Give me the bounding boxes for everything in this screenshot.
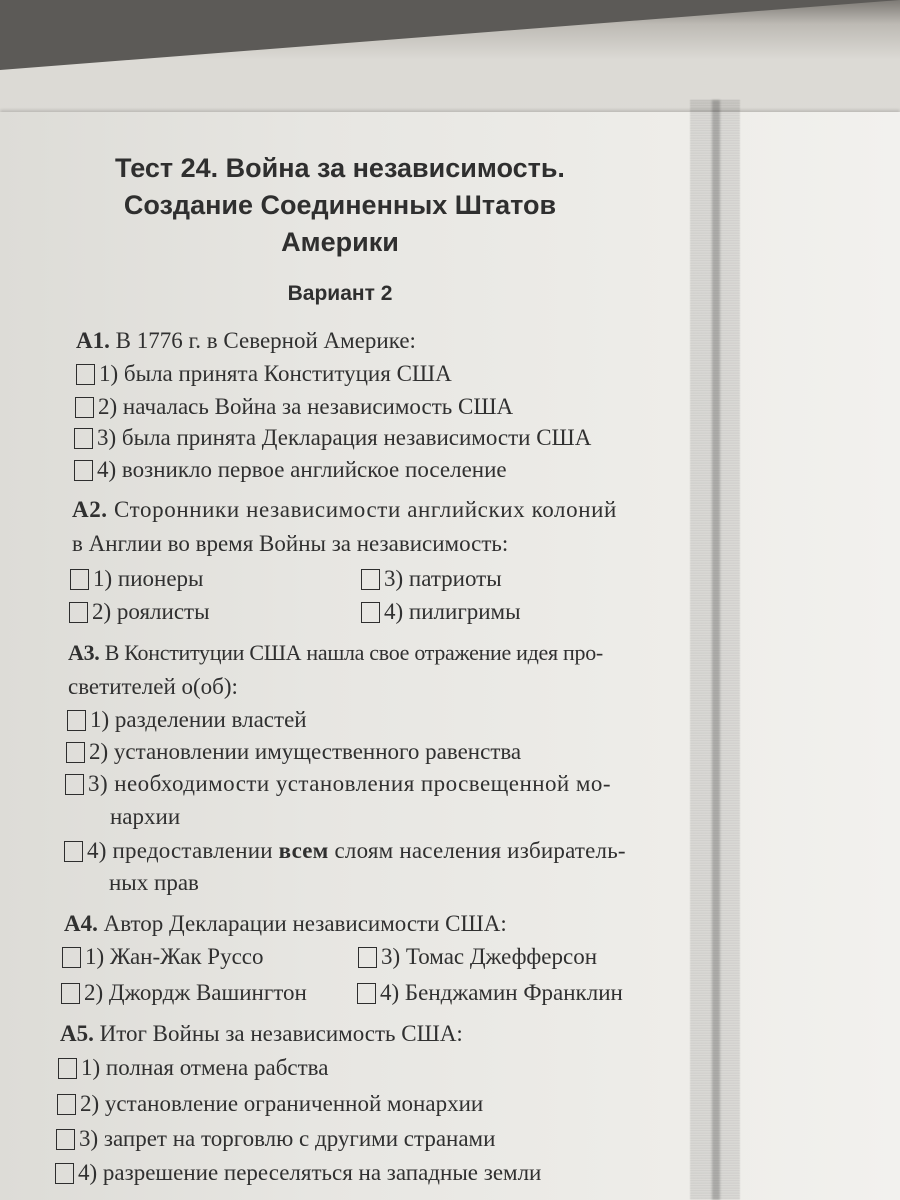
question-a2-line2: в Англии во время Войны за независимость: [72, 531, 509, 556]
checkbox[interactable] [61, 983, 80, 1004]
option-label: 3) патриоты [384, 566, 502, 591]
option-label: 2) установлении имущественного равенства [89, 739, 522, 764]
question-a4-text: Автор Декларации независимости США: [103, 911, 507, 936]
option-a1-2[interactable] [75, 394, 513, 420]
option-a2-2[interactable] [69, 599, 210, 625]
option-label: 2) установление ограниченной монархии [80, 1091, 484, 1116]
option-label: 4) пилигримы [384, 599, 521, 624]
option-label: 3) Томас Джефферсон [381, 944, 598, 969]
option-label-rest: слоям населения избиратель- [334, 838, 626, 863]
option-a2-4[interactable] [361, 599, 521, 625]
option-a1-1[interactable] [76, 361, 452, 387]
checkbox[interactable] [70, 569, 89, 590]
question-a2 [72, 497, 617, 523]
option-a1-3[interactable] [74, 425, 591, 451]
question-a3-number: А3. [68, 640, 100, 665]
question-a3-text: В Конституции США нашла свое отражение идея про- [104, 640, 603, 665]
checkbox[interactable] [64, 841, 83, 862]
question-a4 [64, 911, 507, 937]
question-a3-line2: светителей о(об): [68, 674, 238, 699]
checkbox[interactable] [55, 1163, 74, 1184]
checkbox[interactable] [66, 742, 85, 763]
checkbox[interactable] [76, 364, 95, 385]
option-a1-4[interactable] [74, 457, 507, 483]
option-a5-4[interactable] [55, 1160, 541, 1186]
checkbox[interactable] [62, 947, 81, 968]
option-emphasis: всем [278, 838, 329, 863]
checkbox[interactable] [58, 1058, 77, 1079]
question-a2-number: А2. [72, 497, 108, 522]
option-a4-4[interactable] [357, 980, 623, 1006]
option-label: 2) Джордж Вашингтон [84, 980, 307, 1005]
option-a5-2[interactable] [57, 1091, 483, 1117]
option-label: 2) началась Война за независимость США [98, 394, 514, 419]
option-a5-3[interactable] [56, 1126, 495, 1152]
question-a5 [60, 1021, 463, 1047]
checkbox[interactable] [357, 983, 376, 1004]
option-label: 2) роялисты [92, 599, 210, 624]
option-label: 3) запрет на торговлю с другими странами [79, 1126, 496, 1151]
option-label: 4) разрешение переселяться на западные земли [78, 1160, 542, 1185]
option-label: 3) необходимости установления просвещенной мо- [88, 771, 611, 796]
option-label: 1) разделении властей [90, 707, 307, 732]
question-a1-number: А1. [76, 328, 110, 353]
option-a3-2[interactable] [66, 739, 521, 765]
checkbox[interactable] [67, 710, 86, 731]
checkbox[interactable] [74, 460, 93, 481]
option-a5-1[interactable] [58, 1055, 328, 1081]
option-a3-4-continuation: ных прав [109, 870, 199, 895]
option-a2-1[interactable] [70, 566, 204, 592]
option-a4-2[interactable] [61, 980, 307, 1006]
checkbox[interactable] [358, 947, 377, 968]
checkbox[interactable] [57, 1094, 76, 1115]
checkbox[interactable] [75, 397, 94, 418]
option-label: 3) была принята Декларация независимости США [97, 425, 592, 450]
question-a1 [76, 328, 416, 354]
option-a3-3[interactable] [65, 771, 611, 797]
checkbox[interactable] [361, 602, 380, 623]
option-label: 4) возникло первое английское поселение [97, 457, 507, 482]
question-a3 [68, 640, 603, 666]
option-label: 1) пионеры [93, 566, 204, 591]
option-label: 1) полная отмена рабства [81, 1055, 329, 1080]
option-label: 4) Бенджамин Франклин [380, 980, 623, 1005]
option-label: 4) предоставлении [87, 838, 273, 863]
checkbox[interactable] [74, 428, 93, 449]
option-label: 1) была принята Конституция США [99, 361, 452, 386]
option-a3-3-continuation: нархии [110, 804, 181, 829]
print-bleed-line [712, 100, 720, 1200]
question-a2-text: Сторонники независимости английских колоний [114, 497, 617, 522]
option-a4-1[interactable] [62, 944, 264, 970]
question-a1-text: В 1776 г. в Северной Америке: [115, 328, 416, 353]
variant-label: Вариант 2 [287, 282, 393, 305]
checkbox[interactable] [69, 602, 88, 623]
question-a5-number: А5. [60, 1021, 94, 1046]
checkbox[interactable] [361, 569, 380, 590]
checkbox[interactable] [56, 1129, 75, 1150]
checkbox[interactable] [65, 774, 84, 795]
question-a5-text: Итог Войны за независимость США: [99, 1021, 463, 1046]
question-a4-number: А4. [64, 911, 98, 936]
option-a3-1[interactable] [67, 707, 307, 733]
option-label: 1) Жан-Жак Руссо [85, 944, 264, 969]
option-a3-4[interactable] [64, 838, 626, 864]
option-a4-3[interactable] [358, 944, 597, 970]
test-title: Тест 24. Война за независимость. Создание Соединенных Штатов Америки [115, 153, 565, 257]
option-a2-3[interactable] [361, 566, 502, 592]
